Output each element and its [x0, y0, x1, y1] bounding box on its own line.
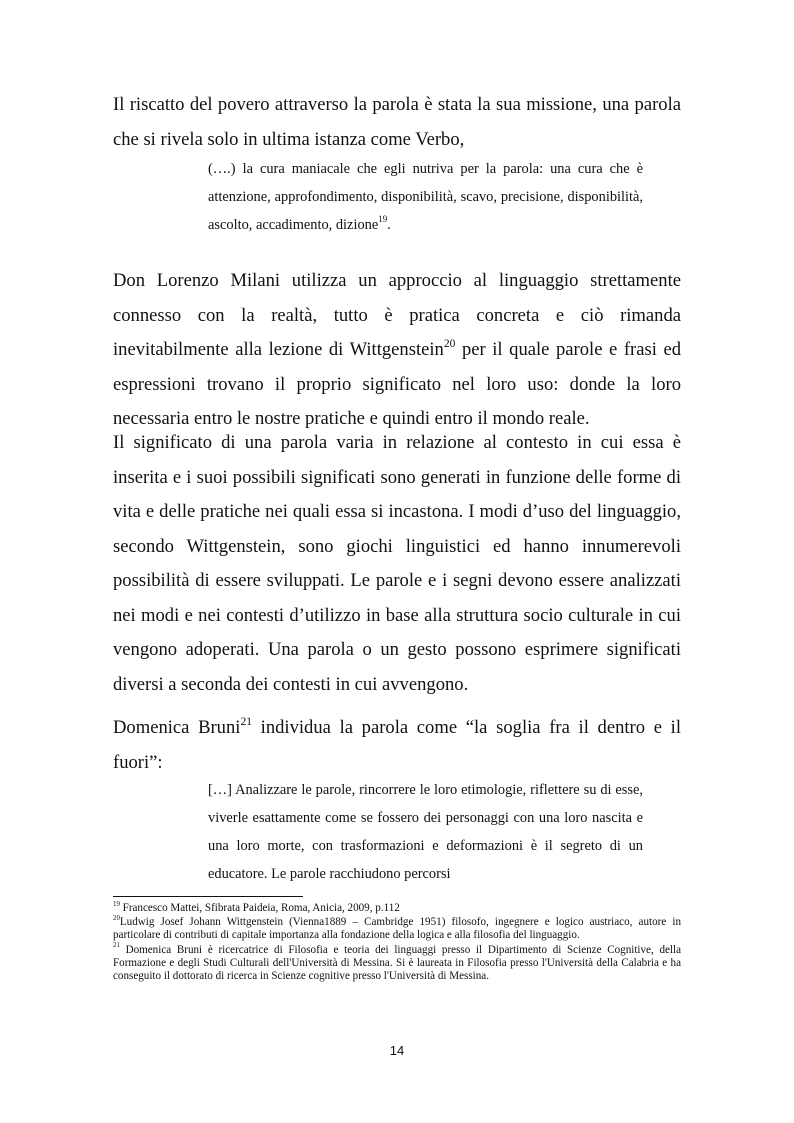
block-quote-2-text: […] Analizzare le parole, rincorrere le loro etimologie, riflettere su di esse, viverle esattamente come se fossero dei personaggi con una loro nascita e una loro morte, con trasformazioni e deformazioni è il segreto di un educatore. Le parole racchiudono percorsi — [208, 782, 643, 882]
paragraph-4-text-b: individua la parola come “la soglia fra il dentro e il fuori”: — [113, 717, 681, 773]
paragraph-2-text-b: per il quale parole e frasi ed espressioni trovano il proprio significato nel loro uso: donde la loro necessaria entro le nostre pratiche e quindi entro il mondo reale. — [113, 339, 681, 429]
paragraph-3-text-a: Il significato di una parola varia in relazione al contesto in cui essa è inserita e i suoi possibili significati sono generati in funzione delle forme di vita e delle pratiche nei quali essa si incastona. — [113, 432, 681, 522]
footnote-20 — [113, 916, 681, 942]
paragraph-3-text-e: in base alla struttura socio culturale in cui vengono adoperati. Una parola o un gesto possono esprimere significati diversi a seconda dei contesti in cui avvengono. — [113, 604, 681, 695]
paragraph-4 — [113, 711, 681, 780]
highlight-modi-uso: I modi d’uso del linguaggio — [468, 501, 677, 522]
footnote-text: Francesco Mattei, Sfibrata Paideia, Roma, Anicia, 2009, p.112 — [119, 902, 400, 914]
paragraph-2 — [113, 264, 681, 437]
block-quote-1-end: . — [387, 217, 391, 233]
footnote-ref-20[interactable]: 20 — [443, 337, 456, 350]
footnote-19 — [113, 902, 681, 915]
footnotes — [113, 902, 681, 984]
footnote-text: Domenica Bruni è ricercatrice di Filosofia e teoria dei linguaggi presso il Dipartimento di Scienze Cognitive, della Formazione e degli Studi Culturali dell'Università di Messina. Si è laureata in Filosofia presso l'Università della Calabria e ha conseguito il dottorato di ricerca in Scienze cognitive presso l'Università di Messina. — [113, 943, 681, 983]
highlight-contesti-utilizzo: contesti d’utilizzo — [226, 604, 361, 626]
footnote-number: 21 — [113, 942, 120, 950]
block-quote-1-text: (….) la cura maniacale che egli nutriva per la parola: una cura che è attenzione, approfondimento, disponibilità, scavo, precisione, disponibilità, ascolto, accadimento, dizione — [208, 161, 643, 233]
block-quote-2 — [208, 776, 643, 888]
paragraph-3 — [113, 426, 681, 702]
paragraph-2-text-a: Don Lorenzo Milani utilizza un approccio al linguaggio strettamente connesso con la realtà, tutto è pratica concreta e ciò rimanda inevitabilmente alla lezione di Wittgenstein — [113, 270, 681, 360]
paragraph-1 — [113, 88, 681, 157]
footnote-divider — [113, 896, 303, 897]
footnote-21 — [113, 944, 681, 984]
footnote-ref-21[interactable]: 21 — [240, 715, 252, 728]
footnote-ref-19[interactable]: 19 — [378, 214, 388, 225]
paragraph-3-text-c: , secondo Wittgenstein, sono giochi linguistici ed hanno innumerevoli possibilità di essere sviluppati. Le parole e i segni devono essere analizzati nei modi e nei — [113, 501, 682, 626]
page-number: 14 — [389, 1043, 405, 1058]
footnote-text: Ludwig Josef Johann Wittgenstein (Vienna1889 – Cambridge 1951) filosofo, ingegnere e logico austriaco, autore in particolare di contributi di capitale importanza alla fondazione della logica e alla filosofia del linguaggio. — [113, 916, 681, 942]
paragraph-1-text: Il riscatto del povero attraverso la parola è stata la sua missione, una parola che si rivela solo in ultima istanza come Verbo, — [113, 94, 681, 150]
footnote-number: 19 — [113, 900, 120, 908]
footnote-number: 20 — [113, 914, 120, 922]
paragraph-4-text-a: Domenica Bruni — [113, 717, 241, 738]
block-quote-1 — [208, 155, 643, 239]
